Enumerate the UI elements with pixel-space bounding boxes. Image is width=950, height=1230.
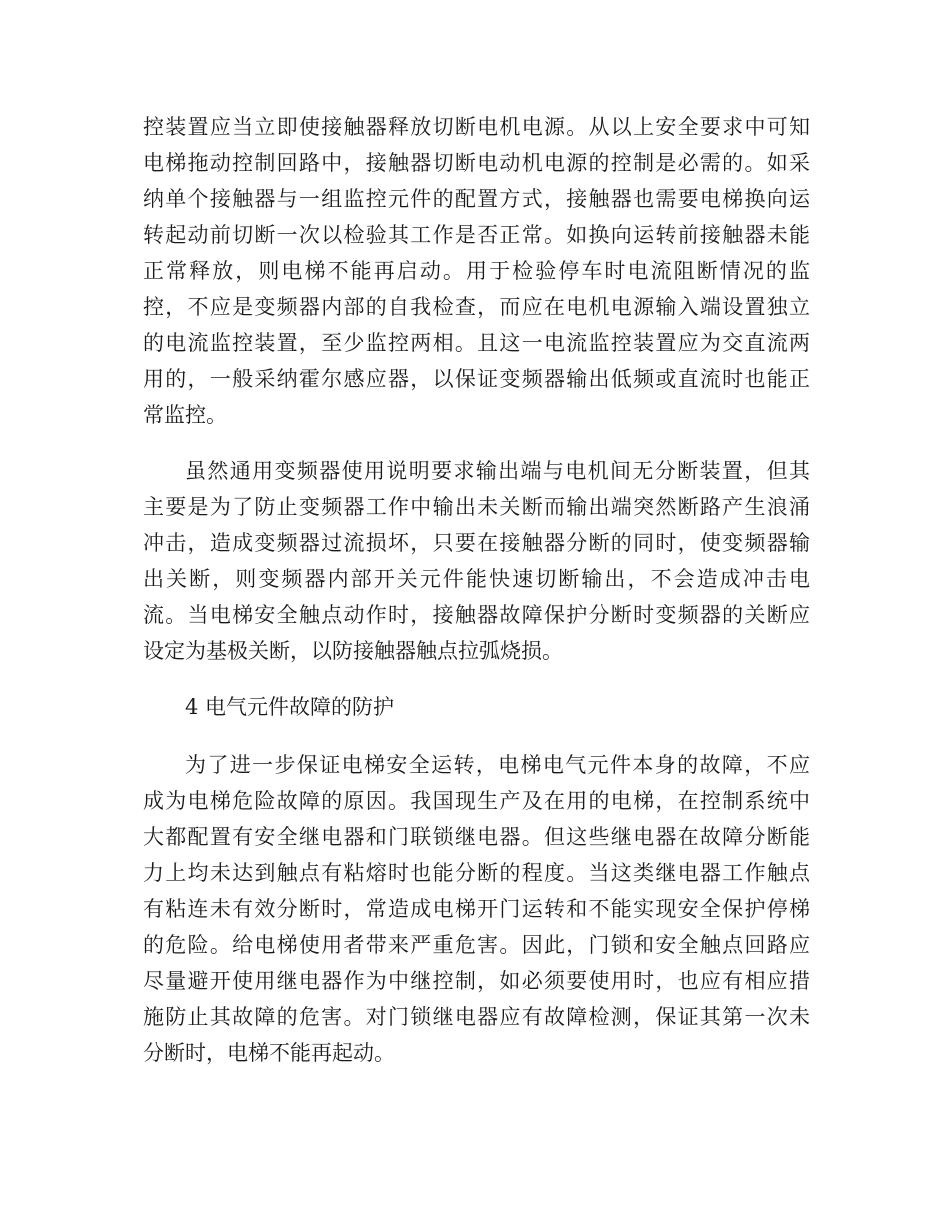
section-heading-text: 4 电气元件故障的防护 [185,695,395,719]
text-line: 冲击，造成变频器过流损坏，只要在接触器分断的同时，使变频器输 [143,531,810,555]
text-line: 成为电梯危险故障的原因。我国现生产及在用的电梯，在控制系统中 [143,789,810,813]
text-line: 施防止其故障的危害。对门锁继电器应有故障检测，保证其第一次未 [143,1005,810,1029]
text-line: 纳单个接触器与一组监控元件的配置方式，接触器也需要电梯换向运 [143,187,810,211]
text-line: 控装置应当立即使接触器释放切断电机电源。从以上安全要求中可知 [143,115,810,139]
section-heading [143,689,810,725]
text-line: 尽量避开使用继电器作为中继控制，如必须要使用时，也应有相应措 [143,969,810,993]
text-line: 大都配置有安全继电器和门联锁继电器。但这些继电器在故障分断能 [143,825,810,849]
text-line: 有粘连未有效分断时，常造成电梯开门运转和不能实现安全保护停梯 [143,897,810,921]
text-line: 虽然通用变频器使用说明要求输出端与电机间无分断装置，但其 [185,459,810,483]
text-line: 转起动前切断一次以检验其工作是否正常。如换向运转前接触器未能 [143,223,810,247]
text-line: 力上均未达到触点有粘熔时也能分断的程度。当这类继电器工作触点 [143,861,810,885]
paragraph-2 [143,453,810,669]
text-line: 控，不应是变频器内部的自我检查，而应在电机电源输入端设置独立 [143,295,810,319]
document-body [143,109,810,1091]
text-line: 的电流监控装置，至少监控两相。且这一电流监控装置应为交直流两 [143,331,810,355]
paragraph-3 [143,747,810,1071]
text-line: 流。当电梯安全触点动作时，接触器故障保护分断时变频器的关断应 [143,603,810,627]
text-line: 出关断，则变频器内部开关元件能快速切断输出，不会造成冲击电 [143,567,810,591]
text-line: 分断时，电梯不能再起动。 [143,1041,395,1065]
text-line: 常监控。 [143,403,227,427]
text-line: 的危险。给电梯使用者带来严重危害。因此，门锁和安全触点回路应 [143,933,810,957]
paragraph-1 [143,109,810,433]
text-line: 用的，一般采纳霍尔感应器，以保证变频器输出低频或直流时也能正 [143,367,810,391]
text-line: 电梯拖动控制回路中，接触器切断电动机电源的控制是必需的。如采 [143,151,810,175]
text-line: 为了进一步保证电梯安全运转，电梯电气元件本身的故障，不应 [185,753,810,777]
text-line: 设定为基极关断，以防接触器触点拉弧烧损。 [143,639,563,663]
text-line: 主要是为了防止变频器工作中输出未关断而输出端突然断路产生浪涌 [143,495,810,519]
text-line: 正常释放，则电梯不能再启动。用于检验停车时电流阻断情况的监 [143,259,810,283]
